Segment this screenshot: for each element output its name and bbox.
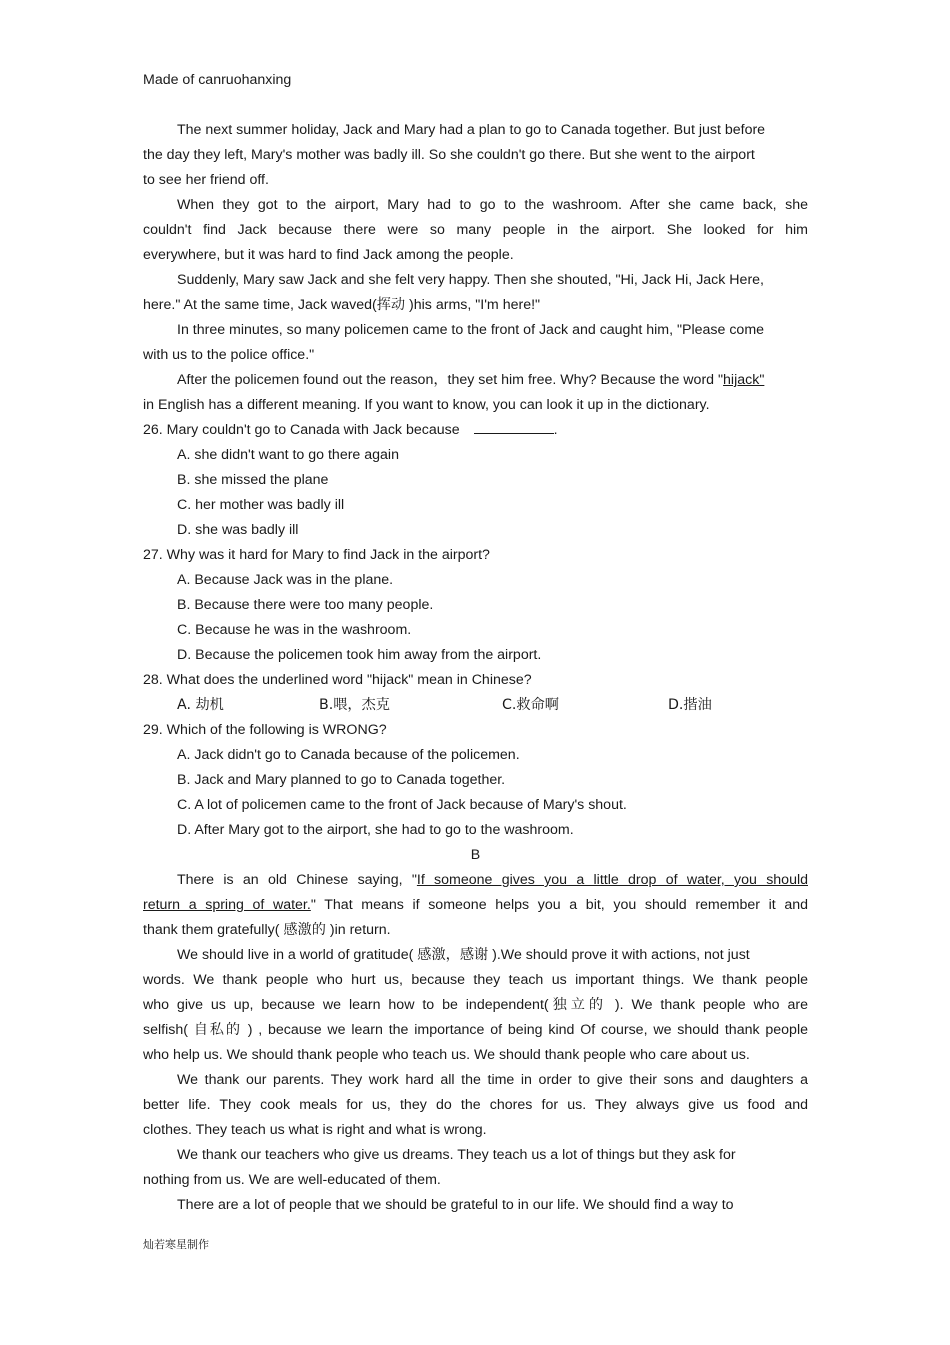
passage-a-p5-line2: in English has a different meaning. If you want to know, you can look it up in the dictionary. <box>143 397 710 413</box>
passage-b-p2-line1: We should live in a world of gratitude( 感激，感谢 ).We should prove it with actions, not just <box>177 947 750 963</box>
passage-b-p5-line1: There are a lot of people that we should be grateful to in our life. We should find a way to <box>177 1197 734 1213</box>
q28-options-row <box>143 693 808 718</box>
passage-b-p4-line2: nothing from us. We are well-educated of them. <box>143 1172 441 1188</box>
p1-intro: There is an old Chinese saying, " <box>177 872 417 888</box>
underlined-saying-part1: If someone gives you a little drop of water, you should <box>416 872 808 888</box>
passage-b-p2-line3: who give us up, because we learn how to be independent(独立的 ). We thank people who are <box>143 997 808 1013</box>
underlined-word-hijack: hijack" <box>723 372 765 388</box>
passage-a-p1-line3: to see her friend off. <box>143 172 269 188</box>
passage-b-p2-line2: words. We thank people who hurt us, because they teach us important things. We thank people <box>143 972 808 988</box>
q27-option-b: B. Because there were too many people. <box>177 597 434 613</box>
passage-b-p4-line1: We thank our teachers who give us dreams. They teach us a lot of things but they ask for <box>177 1147 736 1163</box>
q28-option-a: A. 劫机 <box>177 697 224 713</box>
question-28: 28. What does the underlined word "hijack" mean in Chinese? <box>143 672 532 688</box>
passage-b-p3-line3: clothes. They teach us what is right and what is wrong. <box>143 1122 487 1138</box>
p1-continuation: " That means if someone helps you a bit, you should remember it and <box>310 897 808 913</box>
q29-option-c: C. A lot of policemen came to the front of Jack because of Mary's shout. <box>177 797 627 813</box>
underlined-saying-part2: return a spring of water. <box>143 897 311 913</box>
passage-b-p1-line1 <box>143 868 808 893</box>
document-body <box>143 118 808 1218</box>
question-27: 27. Why was it hard for Mary to find Jack in the airport? <box>143 547 490 563</box>
page-footer: 灿若寒星制作 <box>143 1238 209 1251</box>
q29-option-b: B. Jack and Mary planned to go to Canada together. <box>177 772 506 788</box>
passage-b-p2-line4: selfish( 自私的 ) , because we learn the importance of being kind Of course, we should thank people <box>143 1022 808 1038</box>
q27-option-d: D. Because the policemen took him away from the airport. <box>177 647 542 663</box>
passage-b-p3-line1: We thank our parents. They work hard all the time in order to give their sons and daughters a <box>177 1072 808 1088</box>
q28-option-c: C.救命啊 <box>502 697 559 713</box>
q26-option-b: B. she missed the plane <box>177 472 329 488</box>
q28-option-b: B.喂，杰克 <box>319 697 390 713</box>
passage-a-p1-line2: the day they left, Mary's mother was badly ill. So she couldn't go there. But she went to the airport <box>143 147 755 163</box>
page-header: Made of canruohanxing <box>143 72 292 88</box>
passage-a-p5-line1 <box>143 368 808 393</box>
passage-b-p3-line2: better life. They cook meals for us, they do the chores for us. They always give us food and <box>143 1097 808 1113</box>
question-26 <box>143 418 808 443</box>
answer-blank <box>474 419 554 434</box>
passage-a-p1-line1: The next summer holiday, Jack and Mary had a plan to go to Canada together. But just before <box>177 122 766 138</box>
passage-b-p1-line3: thank them gratefully( 感激的 )in return. <box>143 922 391 938</box>
passage-b-p2-line5: who help us. We should thank people who teach us. We should thank people who care about us. <box>143 1047 750 1063</box>
passage-a-p2-line2: couldn't find Jack because there were so many people in the airport. She looked for him <box>143 222 808 238</box>
passage-b-p1-line2 <box>143 893 808 918</box>
q29-option-d: D. After Mary got to the airport, she had to go to the washroom. <box>177 822 574 838</box>
passage-a-p3-line1: Suddenly, Mary saw Jack and she felt very happy. Then she shouted, "Hi, Jack Hi, Jack Here, <box>177 272 764 288</box>
p5-text: After the policemen found out the reason，they set him free. Why? Because the word " <box>177 372 724 388</box>
question-stem: 26. Mary couldn't go to Canada with Jack because <box>143 422 460 438</box>
q26-option-d: D. she was badly ill <box>177 522 299 538</box>
passage-a-p2-line1: When they got to the airport, Mary had to go to the washroom. After she came back, she <box>177 197 808 213</box>
question-end: . <box>553 422 558 438</box>
q27-option-a: A. Because Jack was in the plane. <box>177 572 394 588</box>
q29-option-a: A. Jack didn't go to Canada because of the policemen. <box>177 747 520 763</box>
passage-a-p2-line3: everywhere, but it was hard to find Jack among the people. <box>143 247 514 263</box>
q26-option-c: C. her mother was badly ill <box>177 497 345 513</box>
passage-a-p4-line1: In three minutes, so many policemen came to the front of Jack and caught him, "Please come <box>177 322 765 338</box>
passage-a-p3-line2: here." At the same time, Jack waved(挥动 )his arms, "I'm here!" <box>143 297 541 313</box>
q27-option-c: C. Because he was in the washroom. <box>177 622 412 638</box>
passage-a-p4-line2: with us to the police office." <box>143 347 315 363</box>
question-29: 29. Which of the following is WRONG? <box>143 722 387 738</box>
passage-b-label: B <box>470 847 481 863</box>
q26-option-a: A. she didn't want to go there again <box>177 447 399 463</box>
q28-option-d: D.揩油 <box>668 697 712 713</box>
